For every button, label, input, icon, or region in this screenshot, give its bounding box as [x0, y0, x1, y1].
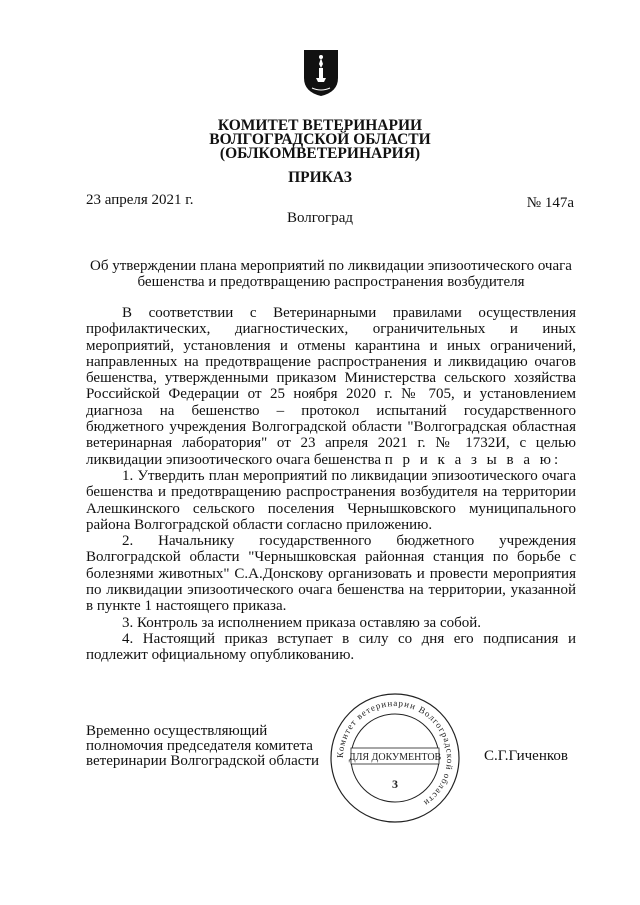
org-name-line-3: (ОБЛКОМВЕТЕРИНАРИЯ)	[219, 145, 421, 162]
clause-1: 1. Утвердить план мероприятий по ликвидации эпизоотического очага бешенства и предотвращению распространения возбудителя на территории Алешкинского сельского поселения Чернышковского муниципального района Волгоградской области согласно приложению.	[86, 467, 576, 533]
stamp-center-text: ДЛЯ ДОКУМЕНТОВ	[348, 752, 442, 763]
coat-of-arms-emblem	[302, 48, 340, 98]
signatory-position-line-2: полномочия председателя комитета	[86, 738, 313, 754]
stamp-ring-text: Комитет ветеринарии Волгоградской области	[334, 697, 456, 809]
clause-4: 4. Настоящий приказ вступает в силу со дня его подписания и подлежит официальному опубликованию.	[86, 630, 576, 664]
order-city: Волгоград	[286, 210, 353, 226]
signatory-position	[86, 724, 336, 769]
official-stamp	[327, 690, 463, 826]
clause-2: 2. Начальнику государственного бюджетного учреждения Волгоградской области "Чернышковская районная станция по борьбе с болезнями животных" С.А.Донскову организовать и провести мероприятия по ликвидации эпизоотического очага бешенства на территории, указанной в пункте 1 настоящего приказа.	[86, 533, 576, 615]
signatory-position-line-3: ветеринарии Волгоградской области	[86, 753, 319, 769]
preamble-paragraph	[86, 305, 576, 468]
order-body	[86, 305, 576, 664]
doc-type-title: ПРИКАЗ	[288, 169, 352, 186]
signatory-position-line-1: Временно осуществляющий	[86, 723, 268, 739]
order-subject-line-1: Об утверждении плана мероприятий по ликвидации эпизоотического очага	[90, 258, 572, 274]
order-date: 23 апреля 2021 г.	[86, 192, 194, 208]
order-number: № 147а	[526, 195, 574, 211]
order-subject	[86, 258, 576, 290]
org-name-line-1: КОМИТЕТ ВЕТЕРИНАРИИ	[217, 117, 423, 134]
org-name-line-2: ВОЛГОГРАДСКОЙ ОБЛАСТИ	[209, 131, 431, 148]
signatory-name: С.Г.Гиченков	[484, 748, 568, 764]
stamp-number: 3	[392, 777, 398, 791]
order-subject-line-2: бешенства и предотвращению распространения возбудителя	[137, 274, 525, 290]
clause-3: 3. Контроль за исполнением приказа оставляю за собой.	[122, 614, 482, 631]
order-verb: п р и к а з ы в а ю:	[384, 451, 562, 468]
preamble-text: В соответствии с Ветеринарными правилами осуществления профилактических, диагностических, ограничительных и иных мероприятий, установления и отмены карантина и иных ограничений, направленных на предотвращение распространения и ликвидацию очагов бешенства, утвержденными приказом Министерства сельского хозяйства Российской Федерации от 25 ноября 2020 г. № 705, и установлением диагноза на бешенство – протокол испытаний государственного бюджетного учреждения Волгоградской области "Волгоградская областная ветеринарная лаборатория" от 23 апреля 2021 г. № 1732И, с целью ликвидации эпизоотического очага бешенства	[86, 305, 576, 468]
